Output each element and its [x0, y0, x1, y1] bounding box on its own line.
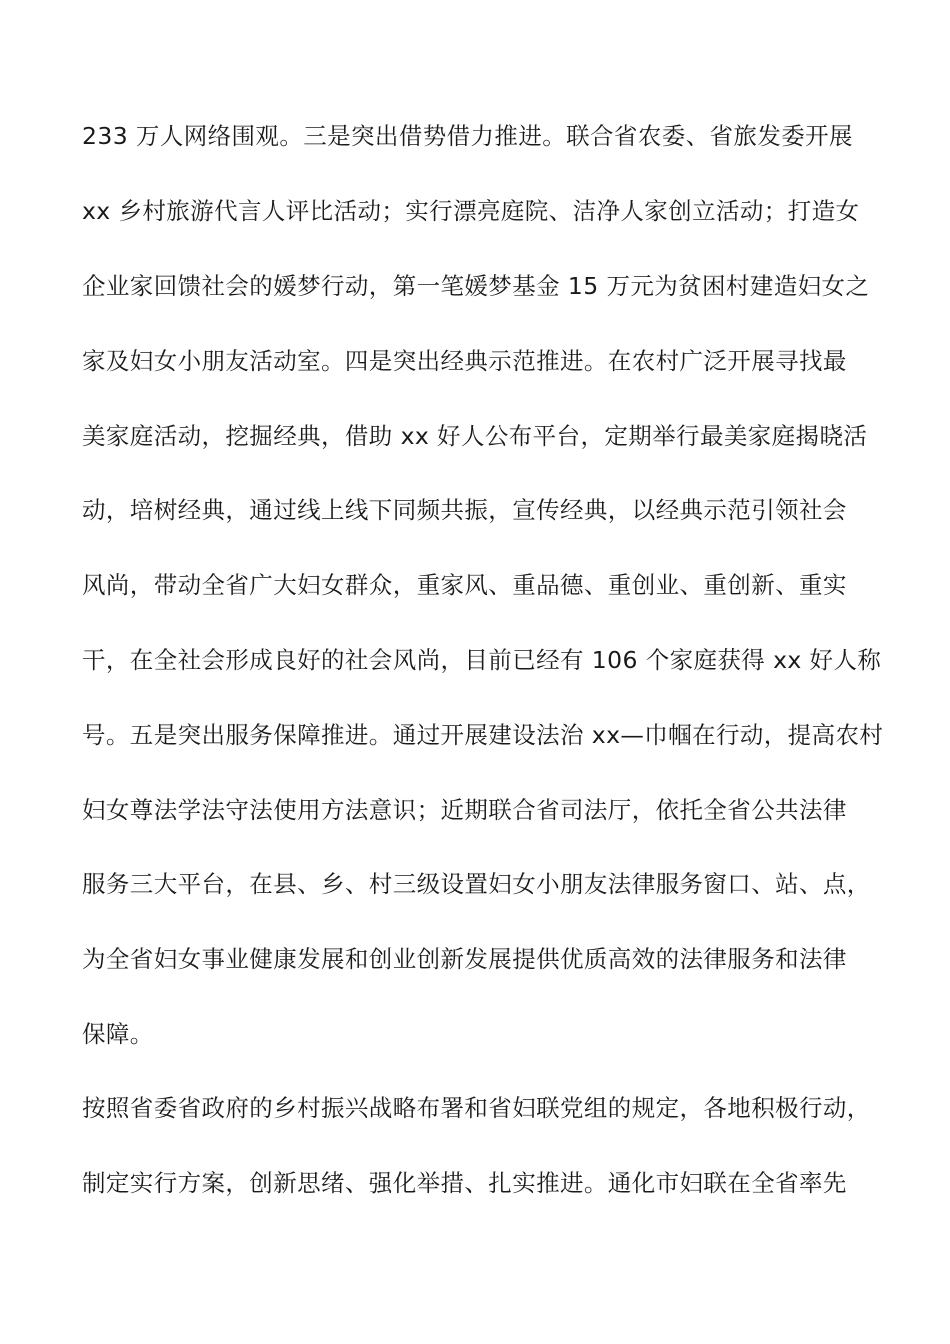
- text-line: 妇女尊法学法守法使用方法意识；近期联合省司法厅，依托全省公共法律: [82, 796, 847, 824]
- text-line: 号。五是突出服务保障推进。通过开展建设法治 xx—巾帼在行动，提高农村: [82, 721, 884, 749]
- text-line: 美家庭活动，挖掘经典，借助 xx 好人公布平台，定期举行最美家庭揭晓活: [82, 422, 868, 450]
- text-line: 企业家回馈社会的媛梦行动，第一笔媛梦基金 15 万元为贫困村建造妇女之: [82, 272, 870, 300]
- text-line: 保障。: [82, 1020, 154, 1048]
- text-line: 按照省委省政府的乡村振兴战略布署和省妇联党组的规定，各地积极行动，: [82, 1094, 871, 1122]
- text-line: 服务三大平台，在县、乡、村三级设置妇女小朋友法律服务窗口、站、点，: [82, 870, 871, 898]
- text-line: 为全省妇女事业健康发展和创业创新发展提供优质高效的法律服务和法律: [82, 945, 847, 973]
- text-line: 动，培树经典，通过线上线下同频共振，宣传经典，以经典示范引领社会: [82, 496, 847, 524]
- text-line: xx 乡村旅游代言人评比活动；实行漂亮庭院、洁净人家创立活动；打造女: [82, 197, 860, 225]
- text-line: 制定实行方案，创新思绪、强化举措、扎实推进。通化市妇联在全省率先: [82, 1169, 847, 1197]
- text-line: 干，在全社会形成良好的社会风尚，目前已经有 106 个家庭获得 xx 好人称: [82, 646, 882, 674]
- text-line: 家及妇女小朋友活动室。四是突出经典示范推进。在农村广泛开展寻找最: [82, 347, 847, 375]
- text-line: 风尚，带动全省广大妇女群众，重家风、重品德、重创业、重创新、重实: [82, 571, 847, 599]
- text-line: 233 万人网络围观。三是突出借势借力推进。联合省农委、省旅发委开展: [82, 122, 853, 150]
